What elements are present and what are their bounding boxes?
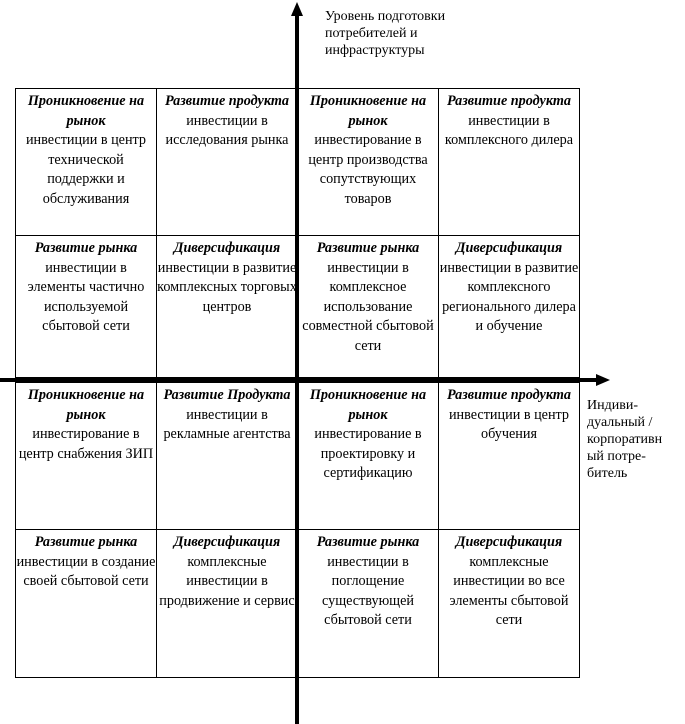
cell-text: инвестиции в элементы частично используемой сбытовой сети: [27, 259, 145, 335]
cell-text: инвестиции в комплексного дилера: [444, 112, 574, 149]
cell-title: Развитие рынка: [34, 240, 138, 256]
cell-title: Проникновение на рынок: [27, 387, 145, 423]
cell-text: инвестиции в развитие комплексного регионального дилера и обучение: [439, 259, 579, 335]
cell-text: инвестиции в центр обучения: [448, 406, 570, 443]
cell-text: инвестиции в исследования рынка: [165, 112, 289, 149]
cell-text: инвестиции в развитие комплексных торговых центров: [157, 259, 297, 315]
cell-text: инвестирование в проектировку и сертификацию: [314, 426, 422, 482]
cell-title: Развитие рынка: [34, 534, 138, 550]
vertical-axis-arrowhead: [291, 2, 303, 16]
cell-title: Развитие рынка: [316, 240, 420, 256]
cell-text: комплексные инвестиции во все элементы сбытовой сети: [449, 553, 569, 629]
cell-title: Проникновение на рынок: [309, 387, 427, 423]
cell-title: Развитие рынка: [316, 534, 420, 550]
cell-title: Диверсификация: [455, 534, 563, 550]
cell-title: Развитие продукта: [165, 93, 289, 109]
cell-title: Проникновение на рынок: [27, 93, 145, 129]
cell-title: Проникновение на рынок: [309, 93, 427, 129]
cell-text: инвестирование в центр снабжения ЗИП: [18, 426, 154, 462]
cell-text: инвестирование в центр производства сопутствующих товаров: [308, 132, 428, 207]
cell-title: Диверсификация: [173, 240, 281, 256]
cell-text: инвестиции в комплексное использование совместной сбытовой сети: [302, 259, 434, 354]
cell-text: инвестиции в создание своей сбытовой сети: [16, 553, 156, 590]
cell-text: инвестиции в поглощение существующей сбытовой сети: [322, 553, 414, 629]
cell-text: комплексные инвестиции в продвижение и сервис: [159, 553, 295, 609]
cell-title: Развитие продукта: [447, 93, 571, 109]
horizontal-axis-arrowhead: [596, 374, 610, 386]
x-axis-label: Индиви- дуальный / корпоративн ый потре- битель: [587, 398, 663, 481]
cell-title: Развитие продукта: [447, 387, 571, 403]
cell-text: инвестиции в центр технической поддержки и обслуживания: [25, 132, 147, 207]
cell-title: Развитие Продукта: [163, 387, 291, 403]
cell-text: инвестиции в рекламные агентства: [163, 406, 291, 443]
cell-title: Диверсификация: [173, 534, 281, 550]
cell-title: Диверсификация: [455, 240, 563, 256]
y-axis-label: Уровень подготовки потребителей и инфраструктуры: [325, 9, 446, 58]
